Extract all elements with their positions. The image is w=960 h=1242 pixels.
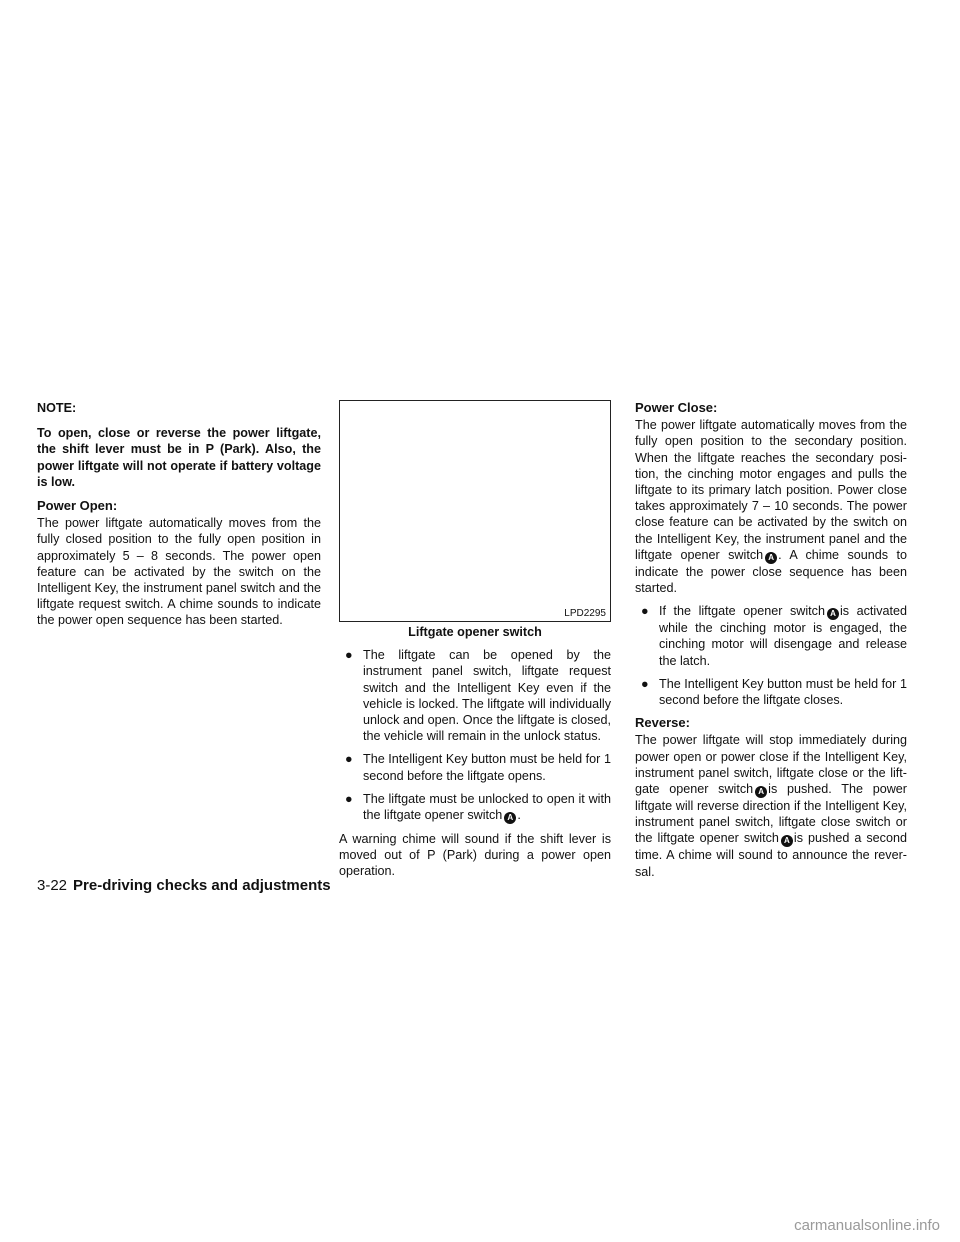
list-item xyxy=(635,676,907,708)
callout-a-icon: A xyxy=(504,812,516,824)
bullet-icon: ● xyxy=(641,604,649,619)
figure-code: LPD2295 xyxy=(564,608,606,619)
reverse-text-2: is pushed. The power liftgate will reverse direction if the Intelligent Key, instrument panel switch, liftgate close switch or the liftgate opener switch xyxy=(635,782,907,846)
power-close-heading: Power Close: xyxy=(635,400,718,415)
right-column xyxy=(635,400,907,887)
list-item xyxy=(339,791,611,824)
warning-text: A warning chime will sound if the shift lever is moved out of P (Park) during a power open operation. xyxy=(339,832,611,879)
bullet-text: The liftgate must be unlocked to open it with the liftgate opener switch xyxy=(363,791,611,823)
power-close-text-1: The power liftgate automatically moves from the fully open position to the secondary position. When the liftgate reaches the secondary posi-tion, the cinching motor engages and pulls the liftgate to its primary latch position. Power close takes approximately 7 – 10 seconds. The power close feature can be activated by the switch on the Intelligent Key, the instrument panel and the liftgate opener switch xyxy=(635,418,907,562)
bullet-icon: ● xyxy=(345,648,353,663)
bullet-text: The Intelligent Key button must be held for 1 second before the liftgate opens. xyxy=(363,752,611,783)
callout-a-icon: A xyxy=(765,552,777,564)
right-bullet-list xyxy=(635,603,907,708)
bullet-icon: ● xyxy=(345,791,353,806)
note-label: NOTE: xyxy=(37,401,77,415)
bullet-text-end: . xyxy=(517,808,521,823)
bullet-text-cont: is activated while the cinching motor is engaged, the cinching motor will disengage and release the latch. xyxy=(659,604,908,668)
callout-a-icon: A xyxy=(755,786,767,798)
power-close-text-2: . A chime sounds to indicate the power close sequence has been started. xyxy=(635,547,907,596)
left-column xyxy=(37,400,321,636)
reverse-heading: Reverse: xyxy=(635,715,690,731)
watermark: carmanualsonline.info xyxy=(794,1216,940,1234)
bullet-icon: ● xyxy=(345,752,353,767)
power-open-heading: Power Open: xyxy=(37,498,118,514)
callout-a-icon: A xyxy=(827,608,839,620)
page-footer xyxy=(37,877,331,895)
list-item xyxy=(339,751,611,783)
liftgate-figure xyxy=(339,400,611,622)
section-title: Pre-driving checks and adjustments xyxy=(73,877,331,894)
callout-a-icon: A xyxy=(781,835,793,847)
list-item xyxy=(339,647,611,744)
bullet-text: If the liftgate opener switch xyxy=(659,604,825,619)
list-item xyxy=(635,603,907,669)
middle-column xyxy=(339,400,611,887)
middle-bullet-list xyxy=(339,647,611,824)
bullet-text: The liftgate can be opened by the instrument panel switch, liftgate request switch and the Intelligent Key even if the vehicle is locked. The liftgate will individually unlock and open. Once the liftgate is closed, the vehicle will remain in the unlock status. xyxy=(363,648,611,744)
reverse-text xyxy=(635,732,907,879)
note-body: To open, close or reverse the power liftgate, the shift lever must be in P (Park). Also, the power liftgate will not operate if battery voltage is low. xyxy=(37,426,321,489)
power-open-text: The power liftgate automatically moves from the fully closed position to the fully open position in approximately 5 – 8 seconds. The power open feature can be activated by the switch on the Intelligent Key, the instrument panel switch and the liftgate request switch. A chime sounds to indicate the power open sequence has been started. xyxy=(37,516,321,628)
figure-caption: Liftgate opener switch xyxy=(408,625,542,639)
bullet-icon: ● xyxy=(641,676,649,691)
reverse-text-1: The power liftgate will stop immediately during power open or power close if the Intelligent Key, instrument panel switch, liftgate close or the lift-gate opener switch xyxy=(635,733,907,797)
page-number: 3-22 xyxy=(37,877,68,894)
bullet-text: The Intelligent Key button must be held for 1 second before the liftgate closes. xyxy=(659,676,907,708)
power-close-text xyxy=(635,417,907,596)
reverse-text-3: is pushed a second time. A chime will sound to announce the rever-sal. xyxy=(635,831,907,879)
